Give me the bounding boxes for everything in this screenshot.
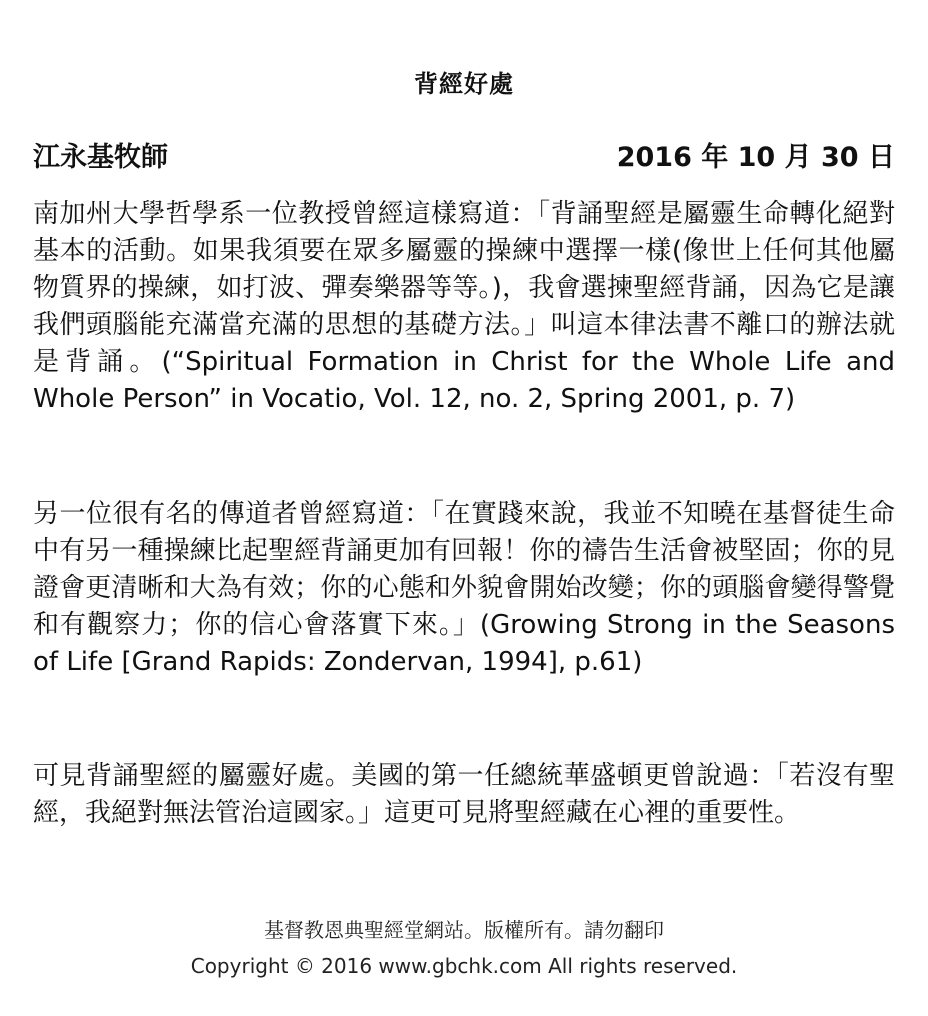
footer-copyright: Copyright © 2016 www.gbchk.com All rights reserved. bbox=[190, 954, 738, 978]
author-name: 江永基牧師 bbox=[33, 142, 168, 173]
paragraph-3: 可見背誦聖經的屬靈好處。美國的第一任總統華盛頓更曾說過：「若沒有聖經，我絕對無法管治這國家。」這更可見將聖經藏在心裡的重要性。 bbox=[33, 761, 895, 828]
document-title: 背經好處 bbox=[414, 70, 514, 98]
paragraph-1: 南加州大學哲學系一位教授曾經這樣寫道：「背誦聖經是屬靈生命轉化絕對基本的活動。如果我須要在眾多屬靈的操練中選擇一樣(像世上任何其他屬物質界的操練，如打波、彈奏樂器等等。)，我會選揀聖經背誦，因為它是讓我們頭腦能充滿當充滿的思想的基礎方法。」叫這本律法書不離口的辦法就是背誦。(“Spiritual Formation in Christ for the Whole Life and Whole Person” in Vocatio, Vol. 12, no. 2, Spring 2001, p. 7) bbox=[33, 199, 895, 414]
document-date: 2016 年 10 月 30 日 bbox=[616, 142, 895, 173]
footer-notice: 基督教恩典聖經堂網站。版權所有。請勿翻印 bbox=[264, 918, 664, 942]
document-meta bbox=[33, 140, 895, 176]
paragraph-2: 另一位很有名的傳道者曾經寫道：「在實踐來說，我並不知曉在基督徒生命中有另一種操練比起聖經背誦更加有回報！你的禱告生活會被堅固；你的見證會更清晰和大為有效；你的心態和外貌會開始改變；你的頭腦會變得警覺和有觀察力；你的信心會落實下來。」(Growing Strong in the Seasons of Life [Grand Rapids: Zondervan, 1994], p.61) bbox=[33, 499, 895, 677]
